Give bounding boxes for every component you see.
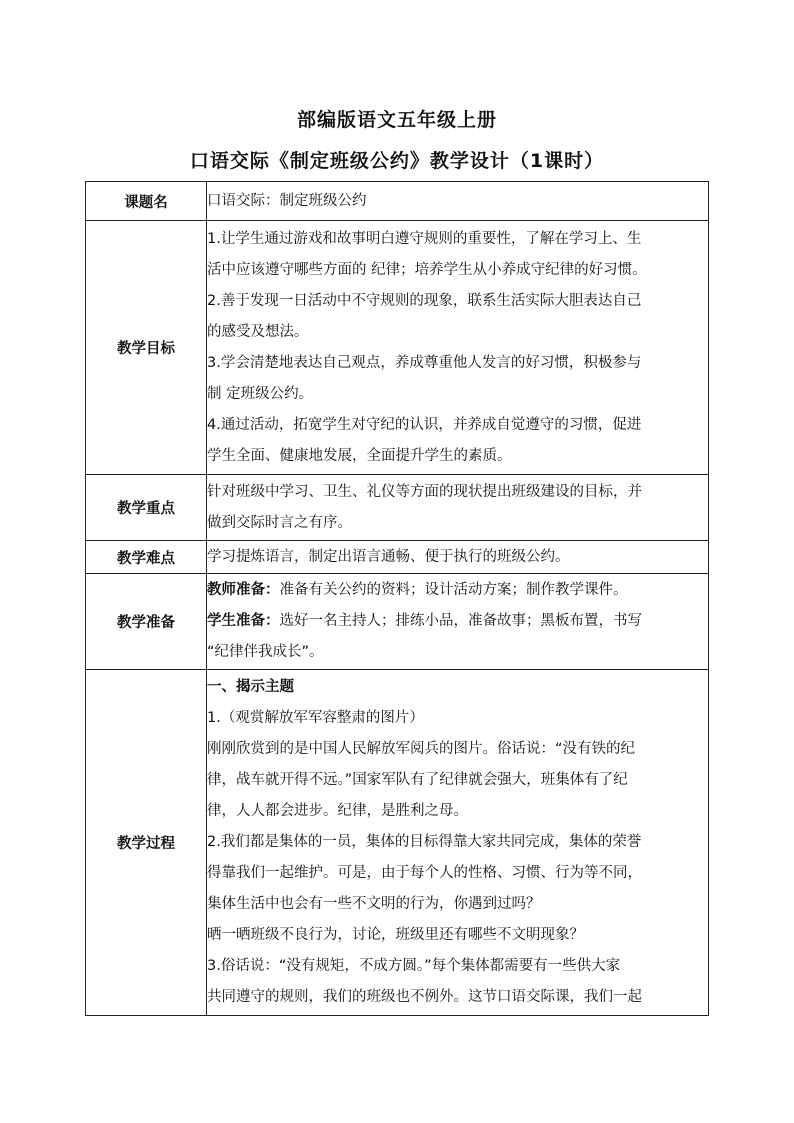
row-focus	[86, 475, 709, 541]
student-prep-cont: “纪律伴我成长”。	[207, 644, 324, 660]
row-process	[86, 670, 709, 1016]
goals-line: 2.善于发现一日活动中不守规则的现象，联系生活实际大胆表达自己	[207, 292, 642, 309]
lesson-plan-table	[85, 181, 709, 1016]
goals-line: 3.学会清楚地表达自己观点，养成尊重他人发言的好习惯，积极参与	[207, 354, 642, 371]
row-prep	[86, 574, 709, 670]
process-text	[207, 670, 709, 1016]
goals-line: 的感受及想法。	[207, 323, 309, 340]
label-focus: 教学重点	[86, 475, 207, 541]
process-line: 律，人人都会进步。纪律，是胜利之母。	[207, 803, 468, 819]
lesson-title: 口语交际《制定班级公约》教学设计（1课时）	[189, 150, 605, 172]
goals-text	[207, 221, 709, 475]
process-line: 晒一晒班级不良行为，讨论，班级里还有哪些不文明现象？	[207, 927, 584, 943]
label-prep: 教学准备	[86, 574, 207, 670]
process-heading: 一、揭示主题	[207, 679, 294, 695]
goals-line: 1.让学生通过游戏和故事明白遵守规则的重要性，了解在学习上、生	[207, 230, 642, 247]
process-line: 共同遵守的规则，我们的班级也不例外。这节口语交际课，我们一起	[207, 989, 642, 1005]
row-difficulty	[86, 541, 709, 574]
label-goals: 教学目标	[86, 221, 207, 475]
process-line: 3.俗话说：“没有规矩，不成方圆。”每个集体都需要有一些供大家	[207, 958, 621, 974]
process-line: 刚刚欣赏到的是中国人民解放军阅兵的图片。俗话说：“没有铁的纪	[207, 741, 636, 757]
difficulty-text: 学习提炼语言，制定出语言通畅、便于执行的班级公约。	[207, 541, 709, 574]
teacher-prep: 教师准备：准备有关公约的资料；设计活动方案；制作教学课件。	[207, 582, 628, 598]
process-line: 得靠我们一起维护。可是，由于每个人的性格、习惯、行为等不同，	[207, 865, 642, 881]
focus-text	[207, 475, 709, 541]
label-topic: 课题名	[86, 182, 207, 221]
process-line: 2.我们都是集体的一员，集体的目标得靠大家共同完成，集体的荣誉	[207, 834, 642, 850]
student-prep: 学生准备：选好一名主持人；排练小品，准备故事；黑板布置，书写	[207, 613, 642, 629]
prep-text	[207, 574, 709, 670]
document-title: 部编版语文五年级上册	[296, 109, 497, 131]
focus-line: 做到交际时言之有序。	[207, 514, 352, 531]
focus-line: 针对班级中学习、卫生、礼仪等方面的现状提出班级建设的目标，并	[207, 483, 642, 500]
process-line: 集体生活中也会有一些不文明的行为，你遇到过吗？	[207, 896, 541, 912]
goals-line: 制 定班级公约。	[207, 385, 314, 402]
goals-line: 活中应该遵守哪些方面的 纪律；培养学生从小养成守纪律的好习惯。	[207, 261, 647, 278]
label-difficulty: 教学难点	[86, 541, 207, 574]
process-line: 律，战车就开得不远。”国家军队有了纪律就会强大，班集体有了纪	[207, 772, 628, 788]
goals-line: 4.通过活动，拓宽学生对守纪的认识，并养成自觉遵守的习惯，促进	[207, 416, 642, 433]
label-process: 教学过程	[86, 670, 207, 1016]
process-line: 1.（观赏解放军军容整肃的图片）	[207, 710, 424, 726]
row-topic	[86, 182, 709, 221]
goals-line: 学生全面、健康地发展，全面提升学生的素质。	[207, 447, 512, 464]
row-goals	[86, 221, 709, 475]
topic-text: 口语交际：制定班级公约	[207, 182, 709, 221]
